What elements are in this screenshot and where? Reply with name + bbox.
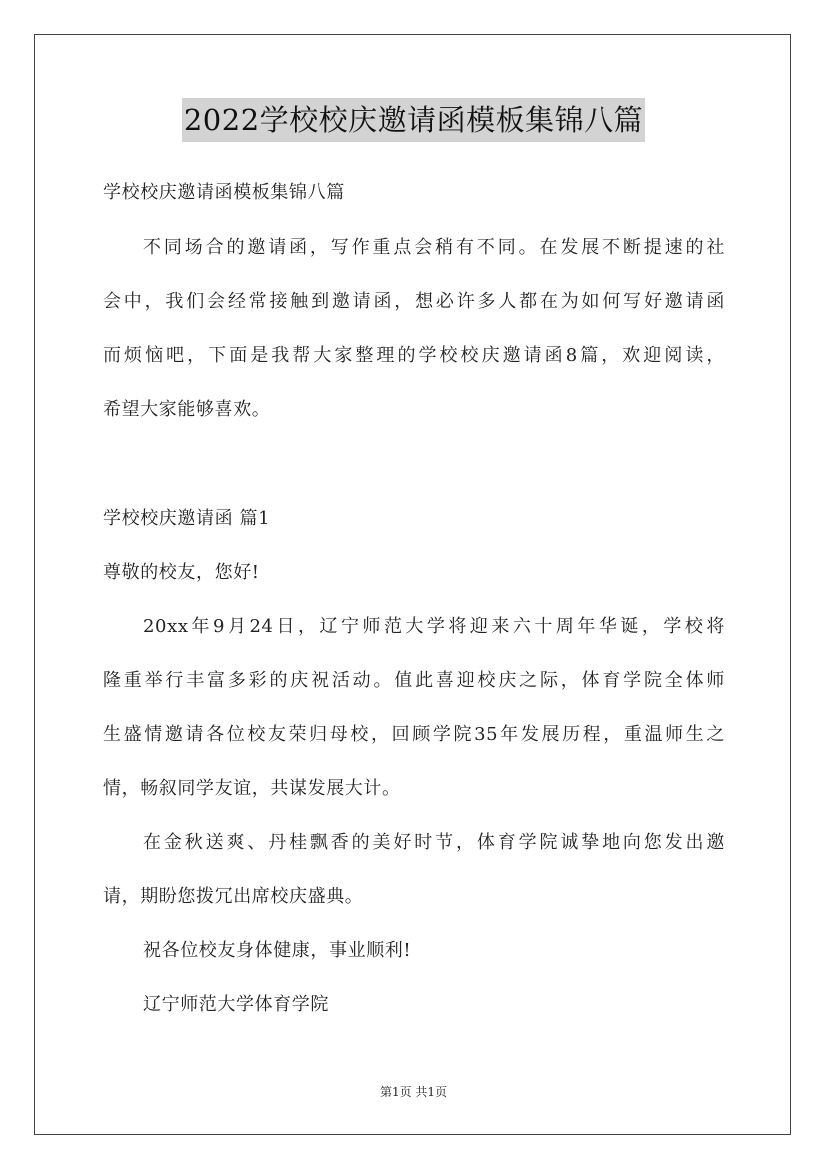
paragraph-line: 生盛情邀请各位校友荣归母校，回顾学院35年发展历程，重温师生之 [103,724,725,745]
intro-line: 而烦恼吧，下面是我帮大家整理的学校校庆邀请函8篇，欢迎阅读， [103,345,725,366]
wishes-line: 祝各位校友身体健康，事业顺利! [143,940,412,961]
salutation: 尊敬的校友，您好! [103,562,260,583]
document-title: 2022学校校庆邀请函模板集锦八篇 [182,98,645,142]
paragraph-line: 情，畅叙同学友谊，共谋发展大计。 [103,778,401,799]
paragraph-line: 隆重举行丰富多彩的庆祝活动。值此喜迎校庆之际，体育学院全体师 [103,670,725,691]
paragraph-line: 在金秋送爽、丹桂飘香的美好时节，体育学院诚挚地向您发出邀 [143,832,725,853]
paragraph-line: 请，期盼您拨冗出席校庆盛典。 [103,886,364,907]
intro-line: 希望大家能够喜欢。 [103,399,271,420]
title-container [0,98,827,142]
signature: 辽宁师范大学体育学院 [143,994,329,1015]
intro-line: 不同场合的邀请函，写作重点会稍有不同。在发展不断提速的社 [143,237,725,258]
paragraph-line: 20xx年9月24日，辽宁师范大学将迎来六十周年华诞，学校将 [143,616,725,637]
intro-line: 会中，我们会经常接触到邀请函，想必许多人都在为如何写好邀请函 [103,291,725,312]
document-subtitle: 学校校庆邀请函模板集锦八篇 [103,182,345,203]
section-heading: 学校校庆邀请函 篇1 [103,508,271,529]
page-footer: 第1页 共1页 [379,1085,448,1099]
